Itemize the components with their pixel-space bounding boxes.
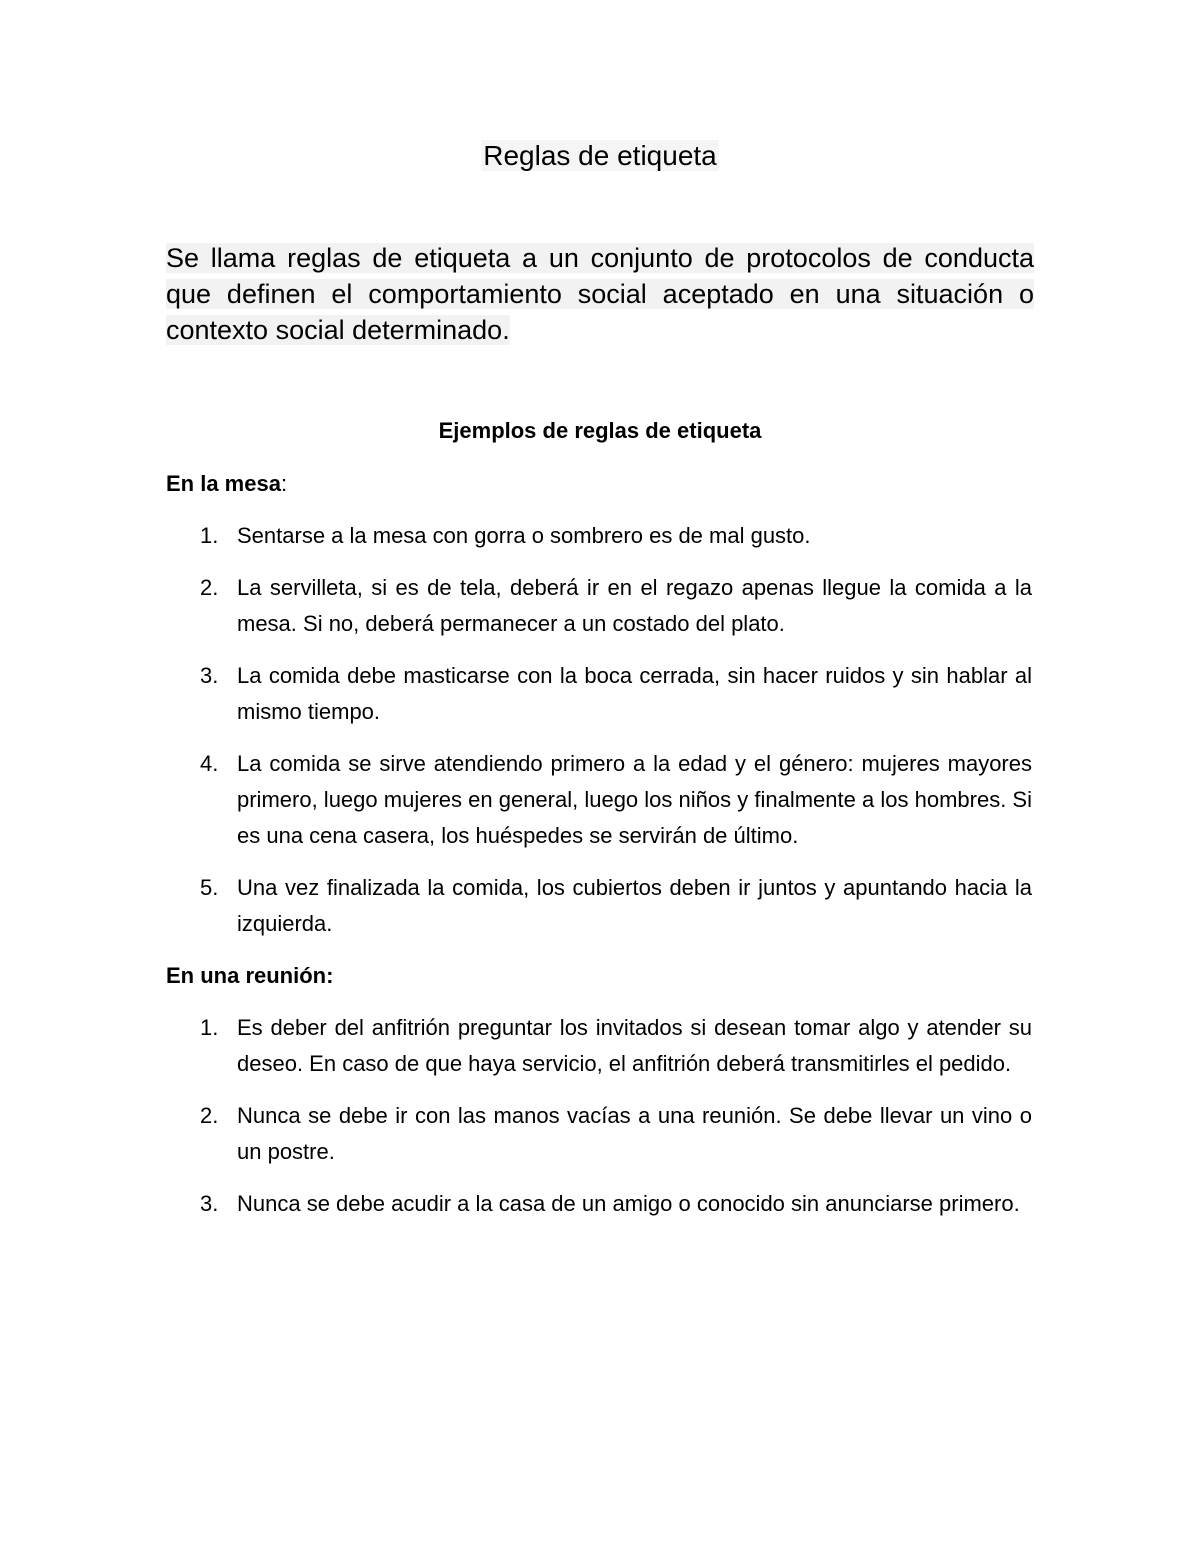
list-item-text: Una vez finalizada la comida, los cubiertos deben ir juntos y apuntando hacia la izquierda. (237, 875, 1032, 936)
list-item (166, 1098, 1032, 1170)
list-item (166, 870, 1032, 942)
list-item-number: 1. (200, 523, 219, 548)
list-item (166, 1010, 1032, 1082)
list-item-text: Es deber del anfitrión preguntar los invitados si desean tomar algo y atender su deseo. En caso de que haya servicio, el anfitrión deberá transmitirles el pedido. (237, 1015, 1032, 1076)
list-item-text: Nunca se debe ir con las manos vacías a una reunión. Se debe llevar un vino o un postre. (237, 1103, 1032, 1164)
list-item-text: La comida debe masticarse con la boca cerrada, sin hacer ruidos y sin hablar al mismo tiempo. (237, 663, 1032, 724)
subheading-colon: : (280, 471, 288, 496)
list-en-la-mesa (166, 518, 1032, 942)
list-item-number: 4. (200, 751, 219, 776)
list-item-number: 2. (200, 1103, 219, 1128)
document-title (0, 136, 1200, 176)
list-item-number: 3. (200, 663, 219, 688)
subheading-en-la-mesa-text: En la mesa (166, 471, 281, 496)
subheading-en-una-reunion: En una reunión: (166, 963, 334, 988)
list-en-una-reunion (166, 1010, 1032, 1222)
list-item-number: 1. (200, 1015, 219, 1040)
list-item-number: 2. (200, 575, 219, 600)
intro-text: Se llama reglas de etiqueta a un conjunto de protocolos de conducta que definen el comportamiento social aceptado en una situación o contexto social determinado. (166, 243, 1034, 345)
list-item-text: Nunca se debe acudir a la casa de un amigo o conocido sin anunciarse primero. (237, 1191, 1020, 1216)
list-item-text: Sentarse a la mesa con gorra o sombrero es de mal gusto. (237, 523, 811, 548)
list-item (166, 658, 1032, 730)
list-item (166, 746, 1032, 854)
document-title-text: Reglas de etiqueta (483, 140, 717, 171)
intro-paragraph (166, 240, 1034, 348)
list-item-number: 5. (200, 875, 219, 900)
list-item-text: La servilleta, si es de tela, deberá ir en el regazo apenas llegue la comida a la mesa. Si no, deberá permanecer a un costado del plato. (237, 575, 1032, 636)
subheading-en-la-mesa (166, 466, 1032, 502)
list-item (166, 1186, 1032, 1222)
list-item-number: 3. (200, 1191, 219, 1216)
list-item-text: La comida se sirve atendiendo primero a la edad y el género: mujeres mayores primero, luego mujeres en general, luego los niños y finalmente a los hombres. Si es una cena casera, los huéspedes se servirán de último. (237, 751, 1032, 848)
document-content (166, 466, 1032, 1238)
list-item (166, 518, 1032, 554)
section-title: Ejemplos de reglas de etiqueta (438, 418, 762, 443)
list-item (166, 570, 1032, 642)
